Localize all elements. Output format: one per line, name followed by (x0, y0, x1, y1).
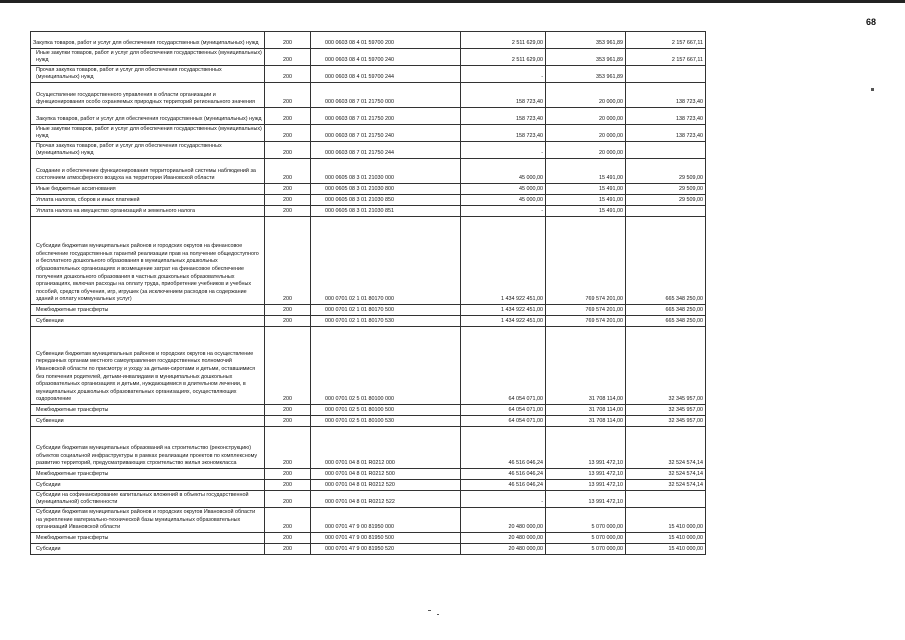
top-rule (0, 0, 905, 3)
row-line-code-cell: 200 (265, 305, 311, 316)
row-executed-amount-cell: 353 961,89 (546, 32, 626, 49)
row-remaining-amount-cell (626, 491, 706, 508)
row-name-cell: Субсидии бюджетам муниципальных районов и городских округов Ивановской области на укрепление материально-технической базы муниципальных образовательных организаций Ивановской области (31, 508, 265, 533)
row-executed-amount-cell: 13 991 472,10 (546, 469, 626, 480)
row-classification-code-cell: 000 0605 08 3 01 21030 850 (311, 195, 461, 206)
row-remaining-amount-cell: 29 509,00 (626, 159, 706, 184)
table-row (31, 405, 706, 416)
page-number: 68 (866, 17, 877, 27)
row-executed-amount-cell: 20 000,00 (546, 83, 626, 108)
row-approved-amount-cell: 1 434 922 451,00 (461, 316, 546, 327)
table-body (31, 32, 706, 555)
row-approved-amount-cell: 20 480 000,00 (461, 544, 546, 555)
row-classification-code-cell: 000 0701 04 8 01 R0212 500 (311, 469, 461, 480)
row-classification-code-cell: 000 0701 04 8 01 R0212 000 (311, 427, 461, 469)
row-approved-amount-cell: 64 054 071,00 (461, 405, 546, 416)
row-name-cell: Субсидии (31, 544, 265, 555)
table-row (31, 206, 706, 217)
row-line-code-cell: 200 (265, 327, 311, 405)
row-executed-amount-cell: 13 991 472,10 (546, 480, 626, 491)
row-approved-amount-cell: 20 480 000,00 (461, 533, 546, 544)
row-name-cell: Прочая закупка товаров, работ и услуг для обеспечения государственных (муниципальных) нужд (31, 66, 265, 83)
row-name-cell: Уплата налога на имущество организаций и земельного налога (31, 206, 265, 217)
row-executed-amount-cell: 353 961,89 (546, 49, 626, 66)
row-name-cell: Субвенции бюджетам муниципальных районов и городских округов на осуществление переданных органам местного самоуправления государственных полномочий Ивановской области по присмотру и уходу за детьми-сиротами и детьми, оставшимися без попечения родителей, детьми-инвалидами в муниципальных дошкольных образовательных организациях и детьми, нуждающимися в длительном лечении, в муниципальных дошкольных образовательных организациях, осуществляющих оздоровление (31, 327, 265, 405)
row-classification-code-cell: 000 0603 08 7 01 21750 244 (311, 142, 461, 159)
row-approved-amount-cell: - (461, 206, 546, 217)
row-approved-amount-cell: 1 434 922 451,00 (461, 305, 546, 316)
row-approved-amount-cell: 46 516 046,24 (461, 480, 546, 491)
row-remaining-amount-cell: 32 524 574,14 (626, 427, 706, 469)
row-remaining-amount-cell: 32 345 957,00 (626, 405, 706, 416)
row-remaining-amount-cell: 665 348 250,00 (626, 217, 706, 305)
row-remaining-amount-cell (626, 142, 706, 159)
row-remaining-amount-cell: 138 723,40 (626, 125, 706, 142)
row-name-cell: Субсидии (31, 480, 265, 491)
budget-table (30, 31, 705, 555)
row-approved-amount-cell: - (461, 142, 546, 159)
row-executed-amount-cell: 353 961,89 (546, 66, 626, 83)
row-name-cell: Иные закупки товаров, работ и услуг для обеспечения государственных (муниципальных) нужд (31, 125, 265, 142)
table-row (31, 125, 706, 142)
table-row (31, 184, 706, 195)
table-row (31, 49, 706, 66)
row-line-code-cell: 200 (265, 491, 311, 508)
row-line-code-cell: 200 (265, 49, 311, 66)
table-row (31, 316, 706, 327)
row-classification-code-cell: 000 0701 02 1 01 80170 500 (311, 305, 461, 316)
table-row (31, 142, 706, 159)
scan-speck (871, 88, 874, 91)
row-approved-amount-cell: - (461, 491, 546, 508)
row-classification-code-cell: 000 0603 08 4 01 59700 244 (311, 66, 461, 83)
row-line-code-cell: 200 (265, 184, 311, 195)
row-name-cell: Межбюджетные трансферты (31, 405, 265, 416)
row-remaining-amount-cell: 32 524 574,14 (626, 480, 706, 491)
row-executed-amount-cell: 769 574 201,00 (546, 316, 626, 327)
row-approved-amount-cell: 158 723,40 (461, 108, 546, 125)
row-line-code-cell: 200 (265, 206, 311, 217)
row-approved-amount-cell: 64 054 071,00 (461, 416, 546, 427)
row-line-code-cell: 200 (265, 480, 311, 491)
row-classification-code-cell: 000 0603 08 4 01 59700 200 (311, 32, 461, 49)
table-row (31, 469, 706, 480)
row-remaining-amount-cell: 665 348 250,00 (626, 316, 706, 327)
row-executed-amount-cell: 5 070 000,00 (546, 544, 626, 555)
row-remaining-amount-cell (626, 206, 706, 217)
row-line-code-cell: 200 (265, 544, 311, 555)
row-name-cell: Уплата налогов, сборов и иных платежей (31, 195, 265, 206)
row-classification-code-cell: 000 0605 08 3 01 21030 851 (311, 206, 461, 217)
row-approved-amount-cell: 64 054 071,00 (461, 327, 546, 405)
scan-speck (428, 610, 431, 611)
row-line-code-cell: 200 (265, 108, 311, 125)
scan-speck (437, 614, 439, 615)
row-remaining-amount-cell: 2 157 667,11 (626, 49, 706, 66)
row-executed-amount-cell: 20 000,00 (546, 108, 626, 125)
row-executed-amount-cell: 13 991 472,10 (546, 427, 626, 469)
table-row (31, 533, 706, 544)
row-executed-amount-cell: 13 991 472,10 (546, 491, 626, 508)
row-executed-amount-cell: 5 070 000,00 (546, 508, 626, 533)
row-name-cell: Межбюджетные трансферты (31, 469, 265, 480)
row-remaining-amount-cell: 15 410 000,00 (626, 544, 706, 555)
row-classification-code-cell: 000 0701 47 9 00 81950 520 (311, 544, 461, 555)
row-name-cell: Закупка товаров, работ и услуг для обеспечения государственных (муниципальных) нужд (31, 32, 265, 49)
row-classification-code-cell: 000 0701 47 9 00 81950 500 (311, 533, 461, 544)
row-line-code-cell: 200 (265, 469, 311, 480)
row-line-code-cell: 200 (265, 195, 311, 206)
row-line-code-cell: 200 (265, 427, 311, 469)
row-classification-code-cell: 000 0701 04 8 01 R0212 520 (311, 480, 461, 491)
row-remaining-amount-cell: 32 345 957,00 (626, 327, 706, 405)
row-line-code-cell: 200 (265, 66, 311, 83)
row-executed-amount-cell: 769 574 201,00 (546, 217, 626, 305)
row-classification-code-cell: 000 0701 02 5 01 80100 530 (311, 416, 461, 427)
row-executed-amount-cell: 15 491,00 (546, 206, 626, 217)
row-approved-amount-cell: 45 000,00 (461, 159, 546, 184)
row-name-cell: Межбюджетные трансферты (31, 305, 265, 316)
row-classification-code-cell: 000 0603 08 7 01 21750 200 (311, 108, 461, 125)
row-executed-amount-cell: 5 070 000,00 (546, 533, 626, 544)
table-row (31, 195, 706, 206)
row-classification-code-cell: 000 0605 08 3 01 21030 000 (311, 159, 461, 184)
table-row (31, 83, 706, 108)
row-remaining-amount-cell (626, 66, 706, 83)
row-classification-code-cell: 000 0701 02 5 01 80100 500 (311, 405, 461, 416)
row-name-cell: Субвенции (31, 416, 265, 427)
row-executed-amount-cell: 31 708 114,00 (546, 405, 626, 416)
row-approved-amount-cell: 20 480 000,00 (461, 508, 546, 533)
row-classification-code-cell: 000 0701 02 1 01 80170 530 (311, 316, 461, 327)
row-remaining-amount-cell: 15 410 000,00 (626, 508, 706, 533)
row-executed-amount-cell: 31 708 114,00 (546, 327, 626, 405)
row-name-cell: Иные закупки товаров, работ и услуг для обеспечения государственных (муниципальных) нужд (31, 49, 265, 66)
table-row (31, 427, 706, 469)
row-line-code-cell: 200 (265, 508, 311, 533)
row-remaining-amount-cell: 32 345 957,00 (626, 416, 706, 427)
row-classification-code-cell: 000 0701 02 5 01 80100 000 (311, 327, 461, 405)
table-row (31, 66, 706, 83)
row-approved-amount-cell: - (461, 66, 546, 83)
table-row (31, 108, 706, 125)
table-row (31, 217, 706, 305)
table-row (31, 327, 706, 405)
row-name-cell: Субсидии бюджетам муниципальных районов и городских округов на финансовое обеспечение государственных гарантий реализации прав на получение общедоступного и бесплатного дошкольного образования в муниципальных дошкольных образовательных организациях и возмещение затрат на финансовое обеспечение получения дошкольного образования в частных дошкольных образовательных организациях, включая расходы на оплату труда, приобретение учебников и учебных пособий, средств обучения, игр, игрушек (за исключением расходов на содержание зданий и оплату коммунальных услуг) (31, 217, 265, 305)
row-executed-amount-cell: 15 491,00 (546, 159, 626, 184)
row-approved-amount-cell: 2 511 629,00 (461, 49, 546, 66)
row-classification-code-cell: 000 0603 08 4 01 59700 240 (311, 49, 461, 66)
row-remaining-amount-cell: 138 723,40 (626, 108, 706, 125)
row-executed-amount-cell: 15 491,00 (546, 195, 626, 206)
row-line-code-cell: 200 (265, 533, 311, 544)
row-name-cell: Прочая закупка товаров, работ и услуг для обеспечения государственных (муниципальных) нужд (31, 142, 265, 159)
row-line-code-cell: 200 (265, 125, 311, 142)
row-remaining-amount-cell: 2 157 667,11 (626, 32, 706, 49)
row-remaining-amount-cell: 29 509,00 (626, 184, 706, 195)
row-name-cell: Межбюджетные трансферты (31, 533, 265, 544)
row-approved-amount-cell: 45 000,00 (461, 195, 546, 206)
row-classification-code-cell: 000 0603 08 7 01 21750 000 (311, 83, 461, 108)
table-row (31, 491, 706, 508)
row-classification-code-cell: 000 0701 04 8 01 R0212 522 (311, 491, 461, 508)
row-line-code-cell: 200 (265, 416, 311, 427)
row-name-cell: Осуществление государственного управления в области организации и функционирования особо охраняемых природных территорий регионального значения (31, 83, 265, 108)
row-remaining-amount-cell: 29 509,00 (626, 195, 706, 206)
row-approved-amount-cell: 46 516 046,24 (461, 427, 546, 469)
row-line-code-cell: 200 (265, 83, 311, 108)
row-classification-code-cell: 000 0603 08 7 01 21750 240 (311, 125, 461, 142)
row-executed-amount-cell: 20 000,00 (546, 142, 626, 159)
row-line-code-cell: 200 (265, 159, 311, 184)
row-name-cell: Создание и обеспечение функционирования территориальной системы наблюдений за состоянием атмосферного воздуха на территории Ивановской области (31, 159, 265, 184)
row-remaining-amount-cell: 32 524 574,14 (626, 469, 706, 480)
row-classification-code-cell: 000 0701 02 1 01 80170 000 (311, 217, 461, 305)
row-name-cell: Субвенции (31, 316, 265, 327)
table-row (31, 416, 706, 427)
row-name-cell: Иные бюджетные ассигнования (31, 184, 265, 195)
row-approved-amount-cell: 158 723,40 (461, 125, 546, 142)
row-classification-code-cell: 000 0605 08 3 01 21030 800 (311, 184, 461, 195)
row-executed-amount-cell: 31 708 114,00 (546, 416, 626, 427)
row-line-code-cell: 200 (265, 32, 311, 49)
row-executed-amount-cell: 769 574 201,00 (546, 305, 626, 316)
row-line-code-cell: 200 (265, 142, 311, 159)
table-row (31, 544, 706, 555)
row-approved-amount-cell: 46 516 046,24 (461, 469, 546, 480)
row-remaining-amount-cell: 138 723,40 (626, 83, 706, 108)
table-row (31, 480, 706, 491)
row-approved-amount-cell: 1 434 922 451,00 (461, 217, 546, 305)
row-name-cell: Закупка товаров, работ и услуг для обеспечения государственных (муниципальных) нужд (31, 108, 265, 125)
row-executed-amount-cell: 15 491,00 (546, 184, 626, 195)
row-line-code-cell: 200 (265, 316, 311, 327)
row-remaining-amount-cell: 15 410 000,00 (626, 533, 706, 544)
row-name-cell: Субсидии бюджетам муниципальных образований на строительство (реконструкцию) объектов социальной инфраструктуры в рамках реализации проектов по комплексному развитию территорий, предусматривающих строительство жилья экономкласса (31, 427, 265, 469)
table-row (31, 32, 706, 49)
row-approved-amount-cell: 158 723,40 (461, 83, 546, 108)
table-row (31, 508, 706, 533)
row-line-code-cell: 200 (265, 217, 311, 305)
row-classification-code-cell: 000 0701 47 9 00 81950 000 (311, 508, 461, 533)
row-name-cell: Субсидии на софинансирование капитальных вложений в объекты государственной (муниципальной) собственности (31, 491, 265, 508)
row-approved-amount-cell: 2 511 629,00 (461, 32, 546, 49)
row-line-code-cell: 200 (265, 405, 311, 416)
table-row (31, 159, 706, 184)
table-row (31, 305, 706, 316)
row-executed-amount-cell: 20 000,00 (546, 125, 626, 142)
row-approved-amount-cell: 45 000,00 (461, 184, 546, 195)
row-remaining-amount-cell: 665 348 250,00 (626, 305, 706, 316)
